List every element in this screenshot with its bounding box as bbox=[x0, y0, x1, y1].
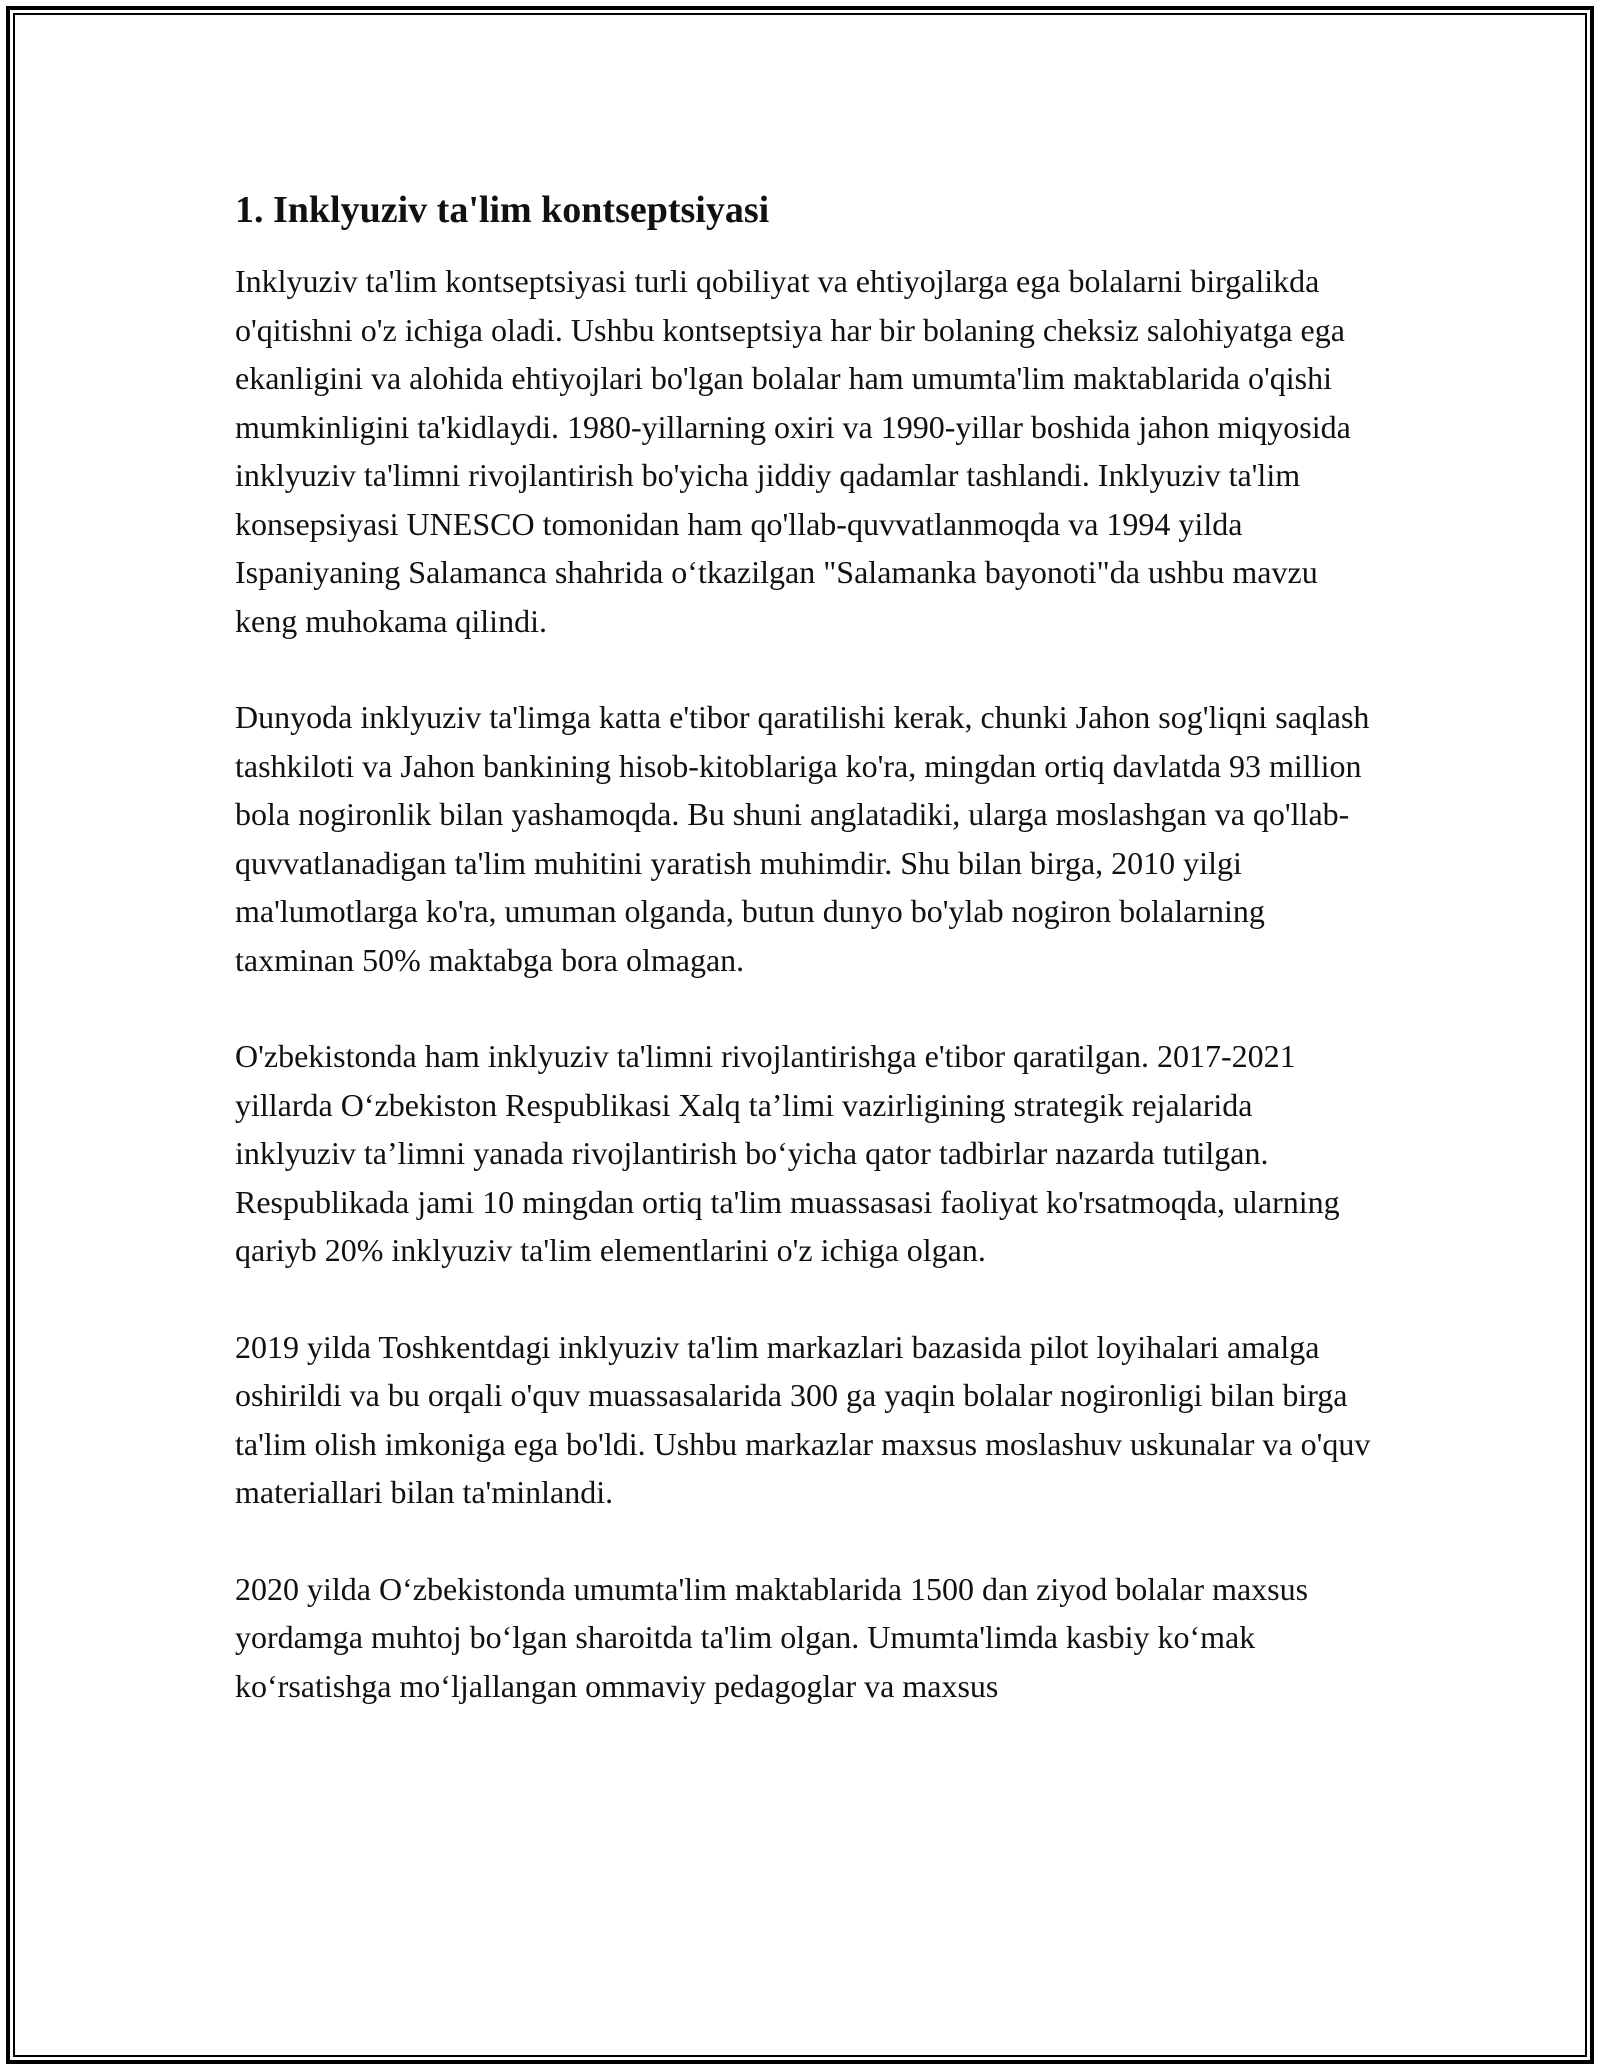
paragraph-2: Dunyoda inklyuziv ta'limga katta e'tibor qaratilishi kerak, chunki Jahon sog'liqni saqlash tashkiloti va Jahon bankining hisob-kitoblariga ko'ra, mingdan ortiq davlatda 93 million bola nogironlik bilan yashamoqda. Bu shuni anglatadiki, ularga moslashgan va qo'llab-quvvatlanadigan ta'lim muhitini yaratish muhimdir. Shu bilan birga, 2010 yilgi ma'lumotlarga ko'ra, umuman olganda, butun dunyo bo'ylab nogiron bolalarning taxminan 50% maktabga bora olmagan. bbox=[235, 699, 1370, 978]
paragraph-4: 2019 yilda Toshkentdagi inklyuziv ta'lim markazlari bazasida pilot loyihalari amalga oshirildi va bu orqali o'quv muassasalarida 300 ga yaqin bolalar nogironligi bilan birga ta'lim olish imkoniga ega bo'ldi. Ushbu markazlar maxsus moslashuv uskunalar va o'quv materiallari bilan ta'minlandi. bbox=[235, 1328, 1371, 1510]
paragraph-3: O'zbekistonda ham inklyuziv ta'limni rivojlantirishga e'tibor qaratilgan. 2017-2021 yillarda O‘zbekiston Respublikasi Xalq ta’limi vazirligining strategik rejalarida inklyuziv ta’limni yanada rivojlantirish bo‘yicha qator tadbirlar nazarda tutilgan. Respublikada jami 10 mingdan ortiq ta'lim muassasasi faoliyat ko'rsatmoqda, ularning qariyb 20% inklyuziv ta'lim elementlarini o'z ichiga olgan. bbox=[235, 1038, 1340, 1268]
section-heading: 1. Inklyuziv ta'lim kontseptsiyasi bbox=[235, 189, 770, 231]
document-body bbox=[235, 185, 1375, 1758]
paragraph-1: Inklyuziv ta'lim kontseptsiyasi turli qobiliyat va ehtiyojlarga ega bolalarni birgalikda o'qitishni o'z ichiga oladi. Ushbu kontseptsiya har bir bolaning cheksiz salohiyatga ega ekanligini va alohida ehtiyojlari bo'lgan bolalar ham umumta'lim maktablarida o'qishi mumkinligini ta'kidlaydi. 1980-yillarning oxiri va 1990-yillar boshida jahon miqyosida inklyuziv ta'limni rivojlantirish bo'yicha jiddiy qadamlar tashlandi. Inklyuziv ta'lim konsepsiyasi UNESCO tomonidan ham qo'llab-quvvatlanmoqda va 1994 yilda Ispaniyaning Salamanca shahrida o‘tkazilgan "Salamanka bayonoti"da ushbu mavzu keng muhokama qilindi. bbox=[235, 263, 1351, 639]
paragraph-5: 2020 yilda O‘zbekistonda umumta'lim maktablarida 1500 dan ziyod bolalar maxsus yordamga muhtoj bo‘lgan sharoitda ta'lim olgan. Umumta'limda kasbiy ko‘mak ko‘rsatishga mo‘ljallangan ommaviy pedagoglar va maxsus bbox=[235, 1570, 1309, 1704]
